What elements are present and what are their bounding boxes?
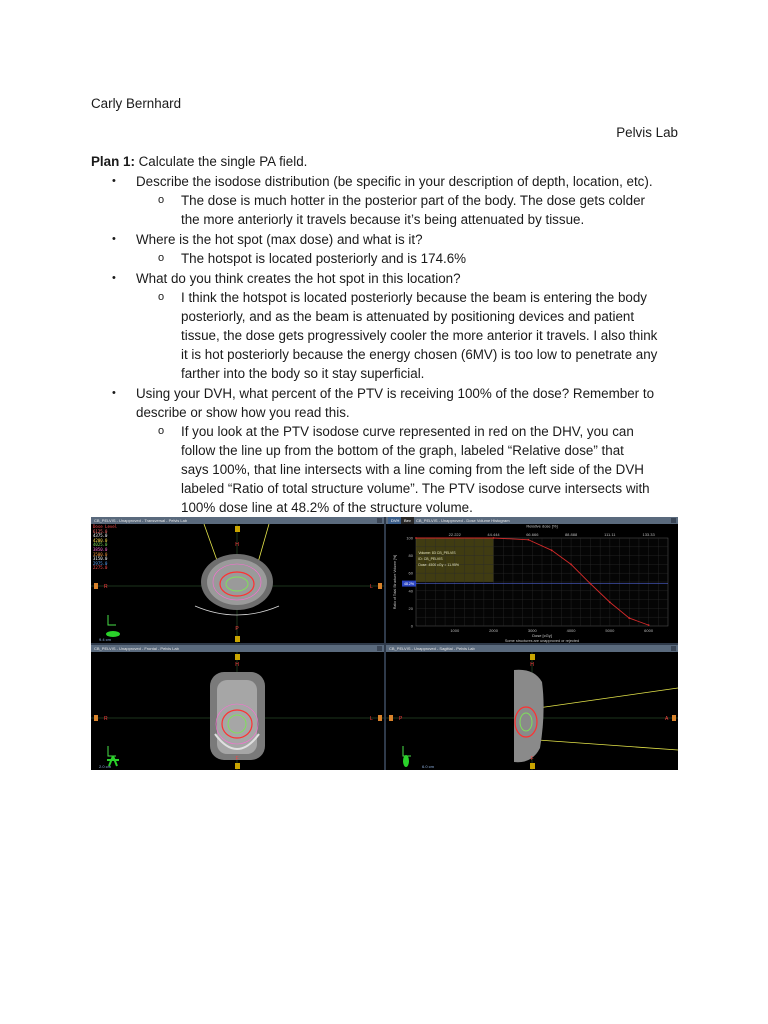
- scale-label: 2.0 cm: [99, 764, 112, 769]
- dvh-chart: [386, 524, 678, 643]
- dvh-top-tick-label: 111.11: [604, 532, 616, 537]
- orientation-marker: [530, 654, 535, 660]
- orientation-label-right: R: [104, 584, 108, 590]
- orientation-marker: [530, 763, 535, 769]
- isodose-legend-entry: 4200.0: [93, 537, 108, 543]
- frontal-ct-image: [91, 652, 384, 770]
- panel-close-icon[interactable]: [671, 518, 676, 523]
- transversal-ct-image: [91, 524, 384, 643]
- panel-header: [91, 645, 384, 652]
- sub-bullet-marker: o: [158, 194, 165, 206]
- dvh-top-tick-label: 44.444: [487, 532, 500, 537]
- isodose-legend-entry: 3150.0: [93, 556, 108, 562]
- sub-bullet-marker: o: [158, 252, 165, 264]
- dvh-x-tick-label: 4000: [566, 628, 576, 633]
- dvh-y-tick-label: 40: [408, 588, 413, 594]
- isodose-legend-entry: 4025.0: [93, 542, 108, 548]
- plan-label: Plan 1:: [91, 154, 135, 169]
- dvh-panel: [386, 517, 678, 643]
- dvh-y-marker-label: 48.2%: [404, 582, 414, 587]
- answer-3-line-1: I think the hotspot is located posteriorly because the beam is entering the body: [181, 290, 647, 305]
- panel-title: CB_PELVIS - Unapproved - Dose Volume Histogram: [416, 518, 510, 523]
- answer-3-line-5: farther into the body so it stay superficial.: [181, 366, 425, 381]
- bullet-marker: •: [112, 175, 116, 187]
- dvh-footer-note: Some structures are unapproved or rejected: [504, 639, 580, 643]
- sagittal-ct-image: [386, 652, 678, 770]
- dvh-curve-point: [609, 601, 611, 603]
- axis-gizmo: [403, 746, 411, 756]
- bullet-marker: •: [112, 387, 116, 399]
- panel-title: CB_PELVIS - Unapproved - Transversal - Pelvis Lab: [94, 518, 188, 523]
- dvh-curve-point: [570, 564, 572, 566]
- dvh-x-tick-label: 1000: [450, 628, 460, 633]
- patient-orientation-icon: [403, 755, 409, 767]
- answer-3-line-3: tissue, the dose gets progressively cooler the more anterior it travels. I also think: [181, 328, 658, 343]
- orientation-marker: [235, 654, 240, 660]
- orientation-label-head: H: [235, 542, 239, 548]
- dvh-curve-point: [590, 583, 592, 585]
- panel-header: [91, 517, 384, 524]
- answer-2-line-1: The hotspot is located posteriorly and is 174.6%: [181, 251, 467, 266]
- question-4-line-1: Using your DVH, what percent of the PTV is receiving 100% of the dose? Remember to: [136, 386, 655, 401]
- dvh-info-text: Volume: 83 CB_PELVIS: [418, 551, 456, 555]
- scale-label: 6.0 cm: [422, 764, 435, 769]
- plan-heading: [91, 152, 307, 171]
- orientation-marker: [94, 715, 98, 721]
- panel-close-icon[interactable]: [377, 646, 382, 651]
- axis-gizmo: [108, 746, 116, 756]
- panel-close-icon[interactable]: [671, 646, 676, 651]
- beam-edge-line: [538, 688, 678, 708]
- orientation-label-right: R: [104, 716, 108, 722]
- orientation-marker: [378, 715, 382, 721]
- question-4-line-2: describe or show how you read this.: [136, 405, 350, 420]
- orientation-marker: [378, 583, 382, 589]
- answer-4-line-5: 100% dose line at 48.2% of the structure volume.: [181, 500, 473, 515]
- isodose-legend-entry: 3500.0: [93, 551, 108, 557]
- question-3: What do you think creates the hot spot in this location?: [136, 271, 461, 286]
- dvh-y-tick-label: 0: [410, 623, 413, 629]
- lab-title: Pelvis Lab: [616, 125, 678, 140]
- question-2: Where is the hot spot (max dose) and what is it?: [136, 232, 423, 247]
- plan-instruction: Calculate the single PA field.: [138, 154, 308, 169]
- orientation-marker: [389, 715, 393, 721]
- orientation-label-posterior: P: [235, 626, 239, 632]
- tab-dvh[interactable]: DVH: [388, 517, 402, 524]
- orientation-label-left: L: [370, 716, 373, 722]
- orientation-label-foot: F: [235, 756, 239, 762]
- sub-bullet-marker: o: [158, 291, 165, 303]
- panel-header: [386, 645, 678, 652]
- treatment-planning-screenshot: [91, 517, 678, 770]
- answer-4-line-1: If you look at the PTV isodose curve represented in red on the DHV, you can: [181, 424, 634, 439]
- orientation-marker: [672, 715, 676, 721]
- answer-4-line-3: says 100%, that line intersects with a line coming from the left side of the DVH: [181, 462, 644, 477]
- question-1: Describe the isodose distribution (be specific in your description of depth, location, etc).: [136, 174, 653, 189]
- bullet-marker: •: [112, 272, 116, 284]
- axis-gizmo: [108, 615, 116, 625]
- panel-close-icon[interactable]: [377, 518, 382, 523]
- panel-title: CB_PELVIS - Unapproved - Sagittal - Pelvis Lab: [389, 646, 475, 651]
- answer-4-line-2: follow the line up from the bottom of the graph, labeled “Relative dose” that: [181, 443, 624, 458]
- pelvis-tissue: [207, 559, 267, 605]
- answer-3-line-4: it is hot posteriorly because the energy chosen (6MV) is too low to penetrate any: [181, 347, 658, 362]
- answer-1-line-2: the more anteriorly it travels because it’s being attenuated by tissue.: [181, 212, 585, 227]
- dvh-curve-point: [493, 537, 495, 539]
- answer-4-line-4: labeled “Ratio of total structure volume”. The PTV isodose curve intersects with: [181, 481, 650, 496]
- orientation-label-foot: F: [530, 756, 534, 762]
- dvh-top-tick-label: 88.888: [564, 532, 578, 537]
- panel-header: [386, 517, 678, 524]
- orientation-marker: [235, 526, 240, 532]
- orientation-marker: [235, 636, 240, 642]
- dvh-curve-point: [648, 624, 650, 626]
- dvh-x-tick-label: 6000: [644, 628, 654, 633]
- answer-3-line-2: posteriorly, and as the beam is attenuated by positioning devices and patient: [181, 309, 635, 324]
- frontal-view-panel: [91, 645, 384, 770]
- sagittal-view-panel: [386, 645, 678, 770]
- scale-label: 9.4 cm: [99, 637, 112, 642]
- transversal-view-panel: [91, 517, 384, 643]
- dvh-curve-point: [551, 549, 553, 551]
- isodose-legend-entry: Dose Level: [93, 524, 118, 529]
- dvh-y-tick-label: 100: [406, 535, 413, 541]
- orientation-label-head: H: [530, 662, 534, 668]
- orientation-label-head: H: [235, 662, 239, 668]
- isodose-legend-entry: 6125.0: [93, 528, 108, 534]
- dvh-x-axis-label: Dose [cGy]: [532, 633, 552, 638]
- dvh-top-tick-label: 22.222: [448, 532, 461, 537]
- isodose-legend-entry: 2275.0: [93, 565, 108, 571]
- dvh-top-tick-label: 133.33: [642, 532, 655, 537]
- dvh-info-text: Dose: 4500 cGy = 11.95%: [418, 563, 460, 567]
- orientation-label-anterior: A: [665, 716, 669, 722]
- dvh-y-tick-label: 60: [408, 570, 413, 576]
- body-contour: [514, 670, 544, 762]
- orientation-marker: [94, 583, 98, 589]
- dvh-info-text: ID: CB_PELVIS: [418, 557, 443, 561]
- orientation-label-left: L: [370, 584, 373, 590]
- dvh-x-tick-label: 2000: [489, 628, 498, 633]
- dvh-curve-point: [628, 617, 630, 619]
- beam-edge-line: [538, 740, 678, 750]
- dvh-y-tick-label: 80: [408, 553, 413, 559]
- bullet-marker: •: [112, 233, 116, 245]
- dvh-y-tick-label: 20: [408, 605, 413, 611]
- dvh-x-tick-label: 3000: [527, 628, 537, 633]
- dvh-curve-point: [528, 539, 530, 541]
- dvh-top-axis-label: Relative dose [%]: [526, 524, 558, 529]
- dvh-curve-point: [415, 537, 417, 539]
- tab-bev[interactable]: Bev: [401, 517, 414, 524]
- dvh-y-axis-label: Ratio of Total Structure Volume [%]: [393, 554, 397, 610]
- orientation-marker: [235, 763, 240, 769]
- dvh-x-tick-label: 5000: [605, 628, 615, 633]
- isodose-legend-entry: 2975.0: [93, 560, 108, 566]
- dvh-top-tick-label: 66.666: [526, 532, 539, 537]
- author-name: Carly Bernhard: [91, 96, 182, 111]
- orientation-label-posterior: P: [399, 716, 403, 722]
- isodose-legend-entry: 3850.0: [93, 546, 108, 552]
- panel-title: CB_PELVIS - Unapproved - Frontal - Pelvis Lab: [94, 646, 179, 651]
- sub-bullet-marker: o: [158, 425, 165, 437]
- answer-1-line-1: The dose is much hotter in the posterior part of the body. The dose gets colder: [181, 193, 645, 208]
- isodose-legend-entry: 4375.0: [93, 533, 108, 539]
